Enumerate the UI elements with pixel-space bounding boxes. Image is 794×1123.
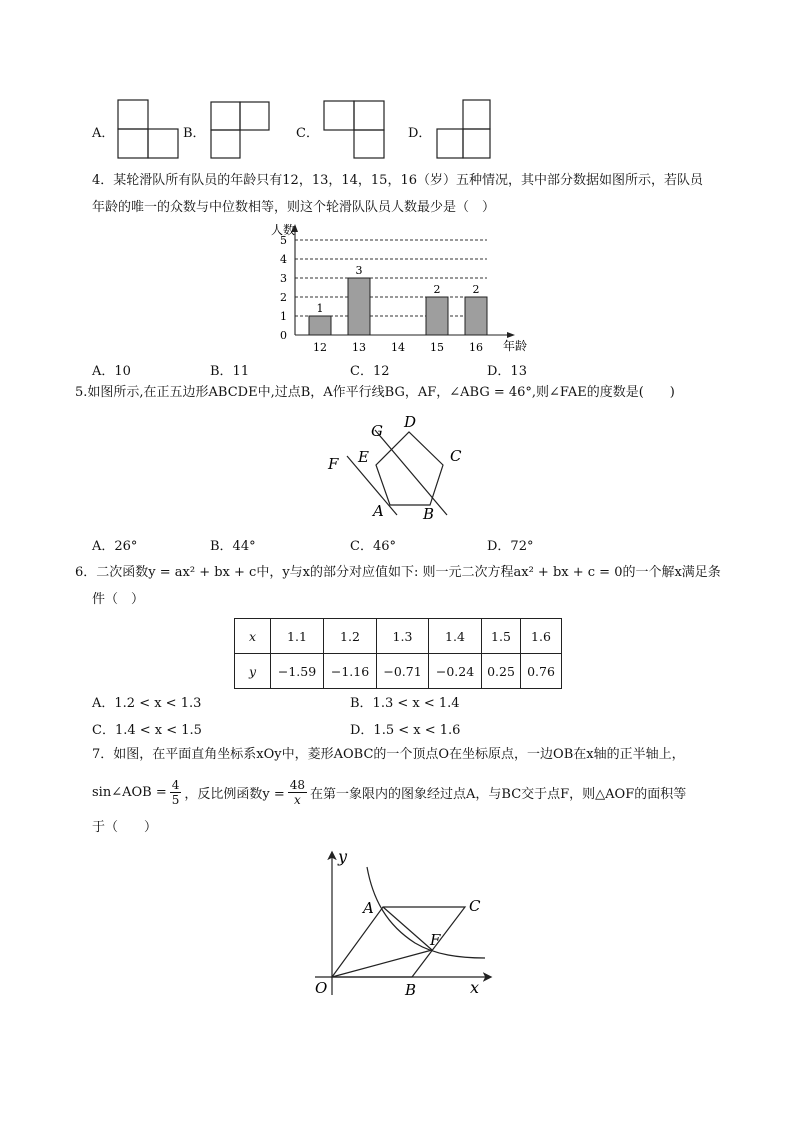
net-square bbox=[354, 101, 384, 130]
q4-line2: 年龄的唯一的众数与中位数相等，则这个轮滑队队员人数最少是（ ） bbox=[92, 200, 496, 215]
line-af bbox=[347, 456, 397, 515]
net-square bbox=[118, 100, 148, 129]
label-f: F bbox=[328, 455, 339, 473]
table-cell: −0.24 bbox=[429, 654, 482, 689]
q6-line2: 件（ ） bbox=[92, 592, 145, 607]
label-x: x bbox=[470, 978, 480, 997]
x-tick-label: 16 bbox=[469, 341, 483, 354]
label-g: G bbox=[371, 422, 383, 440]
q6-value-table bbox=[234, 618, 562, 689]
q4-option-a: A．10 bbox=[92, 364, 131, 379]
sin-expression: sin∠AOB = bbox=[92, 784, 167, 800]
fraction-denominator: x bbox=[293, 792, 301, 807]
q6-option-c: C．1.4 < x < 1.5 bbox=[92, 723, 202, 738]
fraction-denominator: 5 bbox=[171, 792, 180, 807]
age-bar-chart bbox=[255, 220, 530, 355]
segment-af bbox=[383, 907, 432, 950]
x-axis-label: 年龄 bbox=[502, 339, 528, 353]
q4-option-d: D．13 bbox=[487, 364, 527, 379]
y-axis-label: 人数 bbox=[270, 223, 296, 237]
table-cell: 1.6 bbox=[521, 619, 562, 654]
q5-option-a: A．26° bbox=[92, 539, 138, 554]
q5-option-c: C．46° bbox=[350, 539, 396, 554]
bar bbox=[309, 316, 331, 335]
table-header-y: y bbox=[235, 654, 271, 689]
x-tick-label: 14 bbox=[391, 341, 405, 354]
bar bbox=[426, 297, 448, 335]
net-square bbox=[437, 129, 463, 158]
table-cell: 0.76 bbox=[521, 654, 562, 689]
q3-figure-a bbox=[117, 99, 179, 160]
table-cell: 1.1 bbox=[271, 619, 324, 654]
rhombus-aobc bbox=[332, 907, 465, 977]
bar-data-label: 3 bbox=[355, 264, 363, 277]
table-cell: 1.3 bbox=[377, 619, 429, 654]
q3-option-b: B． bbox=[183, 126, 206, 141]
table-cell: 1.2 bbox=[324, 619, 377, 654]
label-y: y bbox=[338, 847, 348, 866]
label-c: C bbox=[450, 447, 462, 465]
q6-option-d: D．1.5 < x < 1.6 bbox=[350, 723, 461, 738]
q3-figure-c bbox=[323, 100, 385, 160]
bar-data-label: 1 bbox=[316, 302, 324, 315]
q3-option-d: D． bbox=[408, 126, 432, 141]
net-square bbox=[211, 102, 240, 130]
label-a: A bbox=[373, 502, 384, 520]
table-cell: 0.25 bbox=[482, 654, 521, 689]
q6-option-b: B．1.3 < x < 1.4 bbox=[350, 696, 460, 711]
table-cell: −1.16 bbox=[324, 654, 377, 689]
label-o: O bbox=[315, 979, 328, 997]
table-header-x: x bbox=[235, 619, 271, 654]
x-tick-label: 15 bbox=[430, 341, 444, 354]
y-tick-label: 5 bbox=[280, 234, 287, 247]
x-tick-label: 12 bbox=[313, 341, 327, 354]
q4-option-b: B．11 bbox=[210, 364, 250, 379]
function-expression: ，反比例函数y = bbox=[184, 786, 285, 802]
bar-data-label: 2 bbox=[472, 283, 480, 296]
q4-line1: 4．某轮滑队所有队员的年龄只有12，13，14，15，16（岁）五种情况，其中部分数据如图所示，若队员 bbox=[92, 173, 703, 188]
pentagon-figure bbox=[320, 408, 480, 528]
q6-option-a: A．1.2 < x < 1.3 bbox=[92, 696, 202, 711]
y-tick-label: 4 bbox=[280, 253, 287, 266]
q3-option-a: A． bbox=[92, 126, 115, 141]
y-tick-label: 2 bbox=[280, 291, 287, 304]
q5-option-d: D．72° bbox=[487, 539, 534, 554]
label-c: C bbox=[469, 897, 481, 915]
table-cell: −1.59 bbox=[271, 654, 324, 689]
fraction-numerator: 48 bbox=[289, 777, 306, 792]
bar bbox=[465, 297, 487, 335]
rhombus-coordinate-figure bbox=[305, 845, 500, 1000]
q7-line1: 7．如图，在平面直角坐标系xOy中，菱形AOBC的一个顶点O在坐标原点，一边OB在x轴的正半轴上， bbox=[92, 747, 685, 762]
label-a: A bbox=[363, 899, 374, 917]
q5-option-b: B．44° bbox=[210, 539, 256, 554]
q7-line3: 于（ ） bbox=[92, 820, 158, 835]
q5-text: 5.如图所示,在正五边形ABCDE中,过点B，A作平行线BG，AF，∠ABG = 46°,则∠FAE的度数是( ) bbox=[75, 385, 675, 400]
table-row bbox=[235, 619, 562, 654]
segment-of bbox=[332, 950, 432, 977]
net-square bbox=[463, 129, 490, 158]
q7-line2 bbox=[92, 772, 686, 812]
y-tick-label: 3 bbox=[280, 272, 287, 285]
x-tick-label: 13 bbox=[352, 341, 366, 354]
net-square bbox=[118, 129, 148, 158]
net-square bbox=[211, 130, 240, 158]
net-square bbox=[240, 102, 269, 130]
label-e: E bbox=[358, 448, 369, 466]
bar bbox=[348, 278, 370, 335]
fraction-4-5 bbox=[170, 778, 182, 807]
net-square bbox=[324, 101, 354, 130]
y-tick-label: 0 bbox=[280, 329, 287, 342]
fraction-numerator: 4 bbox=[171, 777, 180, 792]
y-tick-label: 1 bbox=[280, 310, 287, 323]
table-cell: 1.5 bbox=[482, 619, 521, 654]
bar-data-label: 2 bbox=[433, 283, 441, 296]
label-b: B bbox=[423, 505, 435, 523]
q3-figure-d bbox=[436, 99, 492, 160]
net-square bbox=[148, 129, 178, 158]
net-square bbox=[354, 130, 384, 158]
table-cell: −0.71 bbox=[377, 654, 429, 689]
table-cell: 1.4 bbox=[429, 619, 482, 654]
q7-line2-rest: 在第一象限内的图象经过点A，与BC交于点F，则△AOF的面积等 bbox=[310, 786, 687, 802]
net-square bbox=[463, 100, 490, 129]
q3-figure-b bbox=[210, 101, 271, 160]
label-b: B bbox=[405, 981, 417, 999]
x-axis-arrow bbox=[507, 332, 515, 338]
label-d: D bbox=[404, 413, 417, 431]
q4-option-c: C．12 bbox=[350, 364, 390, 379]
fraction-48-x bbox=[288, 778, 307, 807]
label-f: F bbox=[430, 931, 441, 949]
table-row bbox=[235, 654, 562, 689]
q3-option-c: C． bbox=[296, 126, 319, 141]
q6-line1: 6．二次函数y = ax² + bx + c中，y与x的部分对应值如下: 则一元二次方程ax² + bx + c = 0的一个解x满足条 bbox=[75, 565, 721, 580]
